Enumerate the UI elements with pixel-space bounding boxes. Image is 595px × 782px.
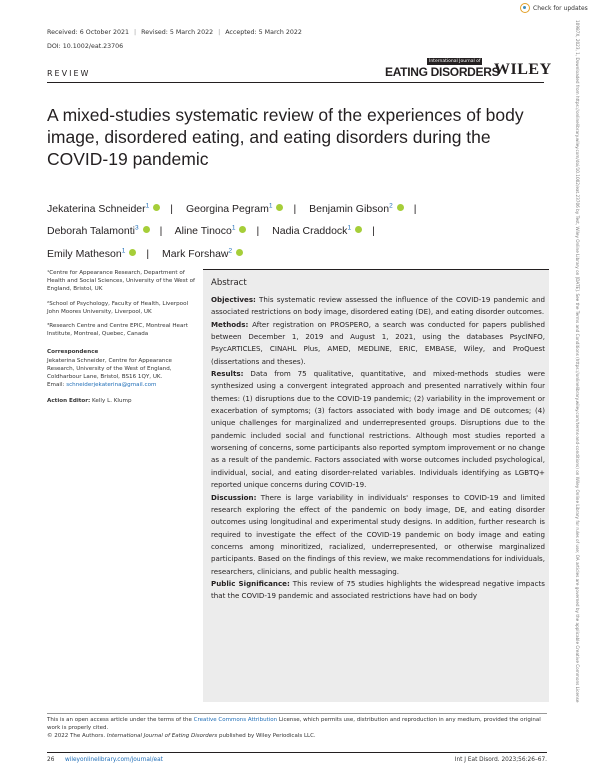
citation: Int J Eat Disord. 2023;56:26–67.	[454, 757, 547, 763]
abstract-objectives: Objectives: This systematic review assessed the influence of the COVID-19 pandemic and associated restrictions on body image, disordered eating (DE), and eating disorder outcomes.	[211, 295, 545, 317]
journal-logo-main: EATING DISORDERS	[385, 65, 500, 79]
author[interactable]: Nadia Craddock$^1$	[272, 225, 362, 237]
received-date: Received: 6 October 2021	[47, 29, 130, 36]
accepted-date: Accepted: 5 March 2022	[225, 29, 302, 36]
orcid-icon[interactable]	[239, 226, 246, 233]
action-editor-name: Kelly L. Klump	[92, 398, 132, 405]
abstract-box	[203, 269, 549, 702]
article-title: A mixed-studies systematic review of the experiences of body image, disordered eating, and eating disorders during the COVID-19 pandemic	[47, 105, 524, 169]
article-dates: Received: 6 October 2021 | Revised: 5 March 2022 | Accepted: 5 March 2022	[47, 29, 302, 36]
author-list: Jekaterina Schneider$^1$ | Georgina Pegram$^1$ | Benjamin Gibson$^2$ | Deborah Talamonti$^3$ | Aline Tinoco$^1$ | Nadia Craddock$^1$ | Emily Matheson$^1$ | Mark Forshaw$^2$	[47, 202, 417, 260]
author[interactable]: Mark Forshaw$^2$	[162, 248, 243, 260]
download-notice-strip: 10987X, 2023, 1, Downloaded from https://onlinelibrary.wiley.com/doi/10.1002/eat.23706 by Test, Wiley Online Library on [DATE]. See the Terms and Conditions (https://onlinelibrary.wiley.com/terms-and-conditions) on Wiley Online Library for rules of use; OA articles are governed by the applicable Creative Commons License	[575, 20, 580, 703]
page-number: 26	[47, 757, 55, 763]
abstract-heading: Abstract	[211, 278, 247, 288]
abstract-significance: Public Significance: This review of 75 studies highlights the widespread negative impacts that the COVID-19 pandemic and associated restrictions have had on body	[211, 578, 546, 601]
author[interactable]: Deborah Talamonti$^3$	[47, 225, 150, 237]
orcid-icon[interactable]	[153, 204, 160, 211]
author[interactable]: Benjamin Gibson$^2$	[309, 203, 404, 215]
correspondence-heading: Correspondence	[47, 349, 99, 356]
author[interactable]: Emily Matheson$^1$	[47, 248, 136, 260]
orcid-icon[interactable]	[143, 226, 150, 233]
abstract-text	[211, 294, 545, 603]
author[interactable]: Aline Tinoco$^1$	[175, 225, 247, 237]
publisher-logo: WILEY	[494, 61, 552, 78]
copyright: © 2022 The Authors. International Journal of Eating Disorders published by Wiley Periodicals LLC.	[47, 733, 316, 739]
orcid-icon[interactable]	[397, 204, 404, 211]
cc-license-link[interactable]: Creative Commons Attribution	[193, 717, 278, 723]
orcid-icon[interactable]	[129, 249, 136, 256]
journal-url-link[interactable]: wileyonlinelibrary.com/journal/eat	[65, 757, 163, 763]
journal-logo-top: International Journal of	[429, 59, 481, 64]
abstract-discussion: Discussion: There is large variability in individuals' responses to COVID-19 and limited research exploring the effect of the pandemic on body image, DE, and eating disorder outcomes using longitudinal and experimental study designs. In addition, further research is required to investigate the effect of the COVID-19 pandemic on body image and eating concerns among minoritized, racialized, underrepresented, or otherwise marginalized participants. Based on the findings of this review, we make recommendations for individuals, researchers, clinicians, and public health messaging.	[211, 492, 546, 576]
author[interactable]: Georgina Pegram$^1$	[186, 203, 284, 215]
journal-logo	[385, 58, 500, 79]
orcid-icon[interactable]	[276, 204, 283, 211]
author[interactable]: Jekaterina Schneider$^1$	[47, 203, 160, 215]
correspondence-address: Jekaterina Schneider, Centre for Appearance Research, University of the West of England, Coldharbour Lane, Bristol, BS16 1QY, UK.	[47, 357, 172, 381]
email-link[interactable]: schneiderjekaterina@gmail.com	[66, 382, 157, 389]
check-for-updates-badge[interactable]	[520, 2, 592, 14]
license-note: This is an open access article under the terms of the Creative Commons Attribution License, which permits use, distribution and reproduction in any medium, provided the original work is properly cited. © 2022 The Authors. International Journal of Eating Disorders published by Wiley Periodicals LLC.	[47, 713, 547, 740]
doi[interactable]: DOI: 10.1002/eat.23706	[47, 43, 124, 50]
abstract-results: Results: Data from 75 qualitative, quantitative, and mixed-methods studies were synthesized using a convergent integrated approach and presented narratively within four themes: (1) disruptions due to the COVID-19 pandemic; (2) variability in the improvement or exacerbation of symptoms; (3) factors associated with body image and DE outcomes; (4) unique challenges for marginalized and underrepresented groups. Disruptions due to the pandemic included social and functional restrictions. Although most studies reported a worsening of concerns, some participants also reported symptom improvement or no change as a result of the pandemic. Factors associated with worse outcomes included psychological, individual, social, and eating disorder-related variables. Individuals identifying as LGBTQ+ reported unique concerns during COVID-19.	[211, 369, 545, 490]
affiliation: ²School of Psychology, Faculty of Health, Liverpool John Moores University, Liverpool, UK	[47, 300, 189, 315]
email-label: Email:	[47, 382, 65, 389]
crossmark-icon	[520, 3, 530, 13]
revised-date: Revised: 5 March 2022	[141, 29, 214, 36]
orcid-icon[interactable]	[355, 226, 362, 233]
header-rule	[47, 82, 544, 83]
abstract-methods: Methods: After registration on PROSPERO, a search was conducted for papers published between December 1, 2019 and August 1, 2021, using the databases PsycINFO, PsycARTICLES, CINAHL Plus, AMED, MEDLINE, ERIC, EMBASE, Wiley, and ProQuest (dissertations and theses).	[211, 319, 545, 366]
affiliation: ¹Centre for Appearance Research, Department of Health and Social Sciences, University of the West of England, Bristol, UK	[47, 270, 196, 293]
orcid-icon[interactable]	[236, 249, 243, 256]
check-for-updates-label: Check for updates	[533, 4, 588, 12]
page-footer	[47, 752, 547, 763]
action-editor-label: Action Editor:	[47, 398, 91, 405]
section-label: REVIEW	[47, 69, 91, 78]
affiliation: ³Research Centre and Centre EPIC, Montreal Heart Institute, Montreal, Quebec, Canada	[47, 323, 188, 338]
article-info-column	[47, 269, 197, 412]
